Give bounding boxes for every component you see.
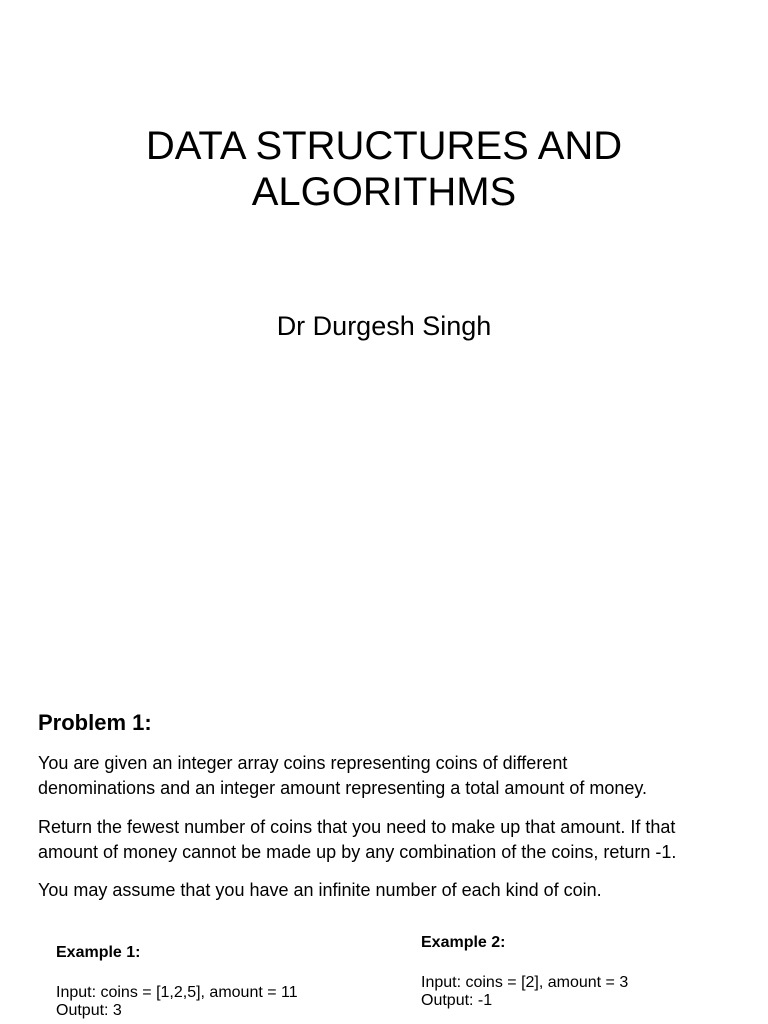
slide-title-line-2: ALGORITHMS (251, 170, 517, 214)
problem-heading: Problem 1: (38, 710, 152, 735)
example-2 (421, 934, 628, 1010)
example-1-output: Output: 3 (56, 1002, 122, 1019)
problem-paragraph-1 (38, 751, 758, 801)
slide-title-line-1: DATA STRUCTURES AND (145, 124, 623, 168)
problem-paragraph-3: You may assume that you have an infinite number of each kind of coin. (38, 880, 602, 900)
slide-title (0, 123, 768, 215)
example-2-input: Input: coins = [2], amount = 3 (421, 974, 629, 991)
example-1 (56, 944, 298, 1020)
paragraph-1-line-2: denominations and an integer amount representing a total amount of money. (38, 778, 648, 798)
example-2-output: Output: -1 (421, 992, 493, 1009)
paragraph-2-line-2: amount of money cannot be made up by any combination of the coins, return -1. (38, 842, 677, 862)
author-name: Dr Durgesh Singh (276, 311, 492, 341)
example-2-title: Example 2: (421, 934, 506, 951)
paragraph-2-line-1: Return the fewest number of coins that you need to make up that amount. If that (38, 817, 676, 837)
problem-paragraph-2 (38, 815, 758, 865)
paragraph-1-line-1: You are given an integer array coins representing coins of different (38, 753, 568, 773)
example-1-input: Input: coins = [1,2,5], amount = 11 (56, 984, 298, 1001)
example-1-title: Example 1: (56, 944, 141, 961)
